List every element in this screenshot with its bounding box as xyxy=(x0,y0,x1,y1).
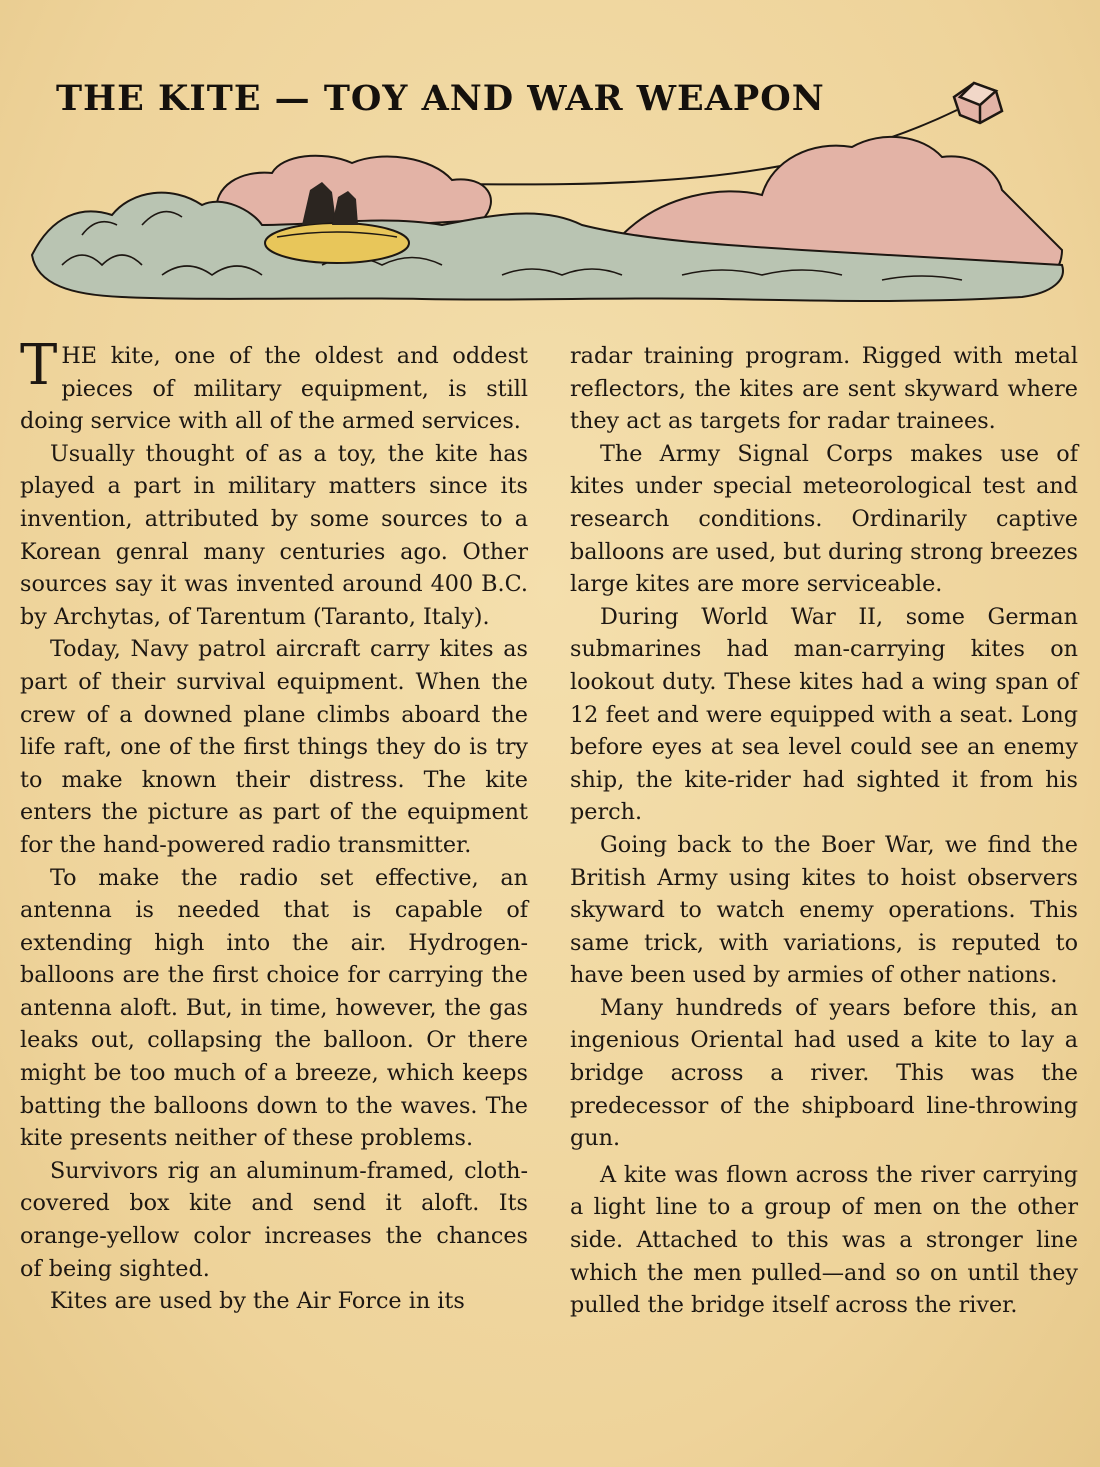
paragraph: During World War II, some German submarines had man-carrying kites on lookout duty. These kites had a wing span of 12 feet and were equipped with a seat. Long before eyes at sea level could see an enemy ship, the kite-rider had sighted it from his perch. xyxy=(570,603,1078,826)
kite-over-sea-icon xyxy=(22,75,1082,315)
paragraph: Going back to the Boer War, we find the British Army using kites to hoist observers skyward to watch enemy operations. This same trick, with variations, is reputed to have been used by armies of other nations. xyxy=(570,831,1078,989)
paragraph: Many hundreds of years before this, an ingenious Oriental had used a kite to lay a bridge across a river. This was the predecessor of the shipboard line-throwing gun. xyxy=(570,994,1078,1152)
drop-cap: T xyxy=(20,333,58,398)
paragraph-continuation: radar training program. Rigged with metal reflectors, the kites are sent skyward where they act as targets for radar trainees. xyxy=(570,343,1078,435)
paragraph: The Army Signal Corps makes use of kites under special meteorological test and research conditions. Ordinarily captive balloons are used, but during strong breezes large kites are more serviceable. xyxy=(570,440,1078,598)
paragraph: Kites are used by the Air Force in its xyxy=(50,1288,465,1315)
paragraph: THE kite, one of the oldest and oddest pieces of military equipment, is still doing service with all of the armed services. xyxy=(20,333,528,435)
left-column xyxy=(20,333,528,1318)
paragraph: Survivors rig an aluminum-framed, cloth-covered box kite and send it aloft. Its orange-yellow color increases the chances of being sighted. xyxy=(20,1157,528,1282)
right-column xyxy=(570,340,1078,1322)
article-title: THE KITE — TOY AND WAR WEAPON xyxy=(56,78,825,119)
paragraph: A kite was flown across the river carrying a light line to a group of men on the other side. Attached to this was a stronger line which the men pulled—and so on until they pulled the bridge itself across the river. xyxy=(570,1161,1078,1319)
paragraph: Today, Navy patrol aircraft carry kites as part of their survival equipment. When the crew of a downed plane climbs aboard the life raft, one of the first things they do is try to make known their distress. The kite enters the picture as part of the equipment for the hand-powered radio transmitter. xyxy=(20,636,528,858)
paragraph: To make the radio set effective, an antenna is needed that is capable of extending high into the air. Hydrogen-balloons are the first choice for carrying the antenna aloft. But, in time, however, the gas leaks out, collapsing the balloon. Or there might be too much of a breeze, which keeps batting the balloons down to the waves. The kite presents neither of these problems. xyxy=(20,864,528,1152)
paragraph: Usually thought of as a toy, the kite has played a part in military matters since its invention, attributed by some sources to a Korean genral many centuries ago. Other sources say it was invented around 400 B.C. by Archytas, of Tarentum (Taranto, Italy). xyxy=(20,440,528,630)
box-kite-icon xyxy=(954,83,1002,123)
